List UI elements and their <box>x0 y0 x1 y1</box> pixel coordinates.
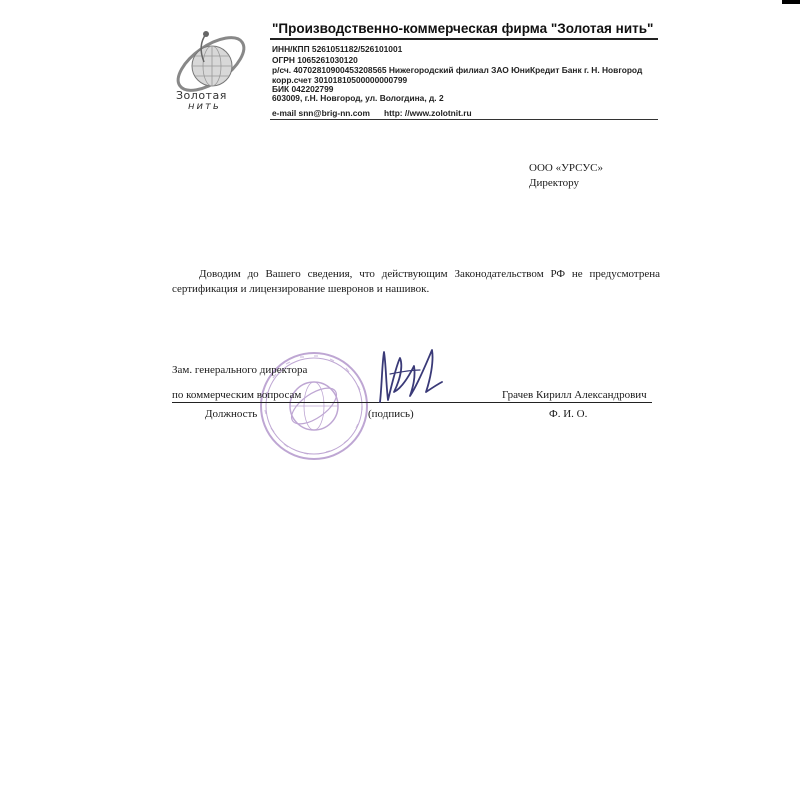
company-name: "Производственно-коммерческая фирма "Золотая нить" <box>272 21 654 36</box>
logo-text-zolotaya: Золотая <box>176 89 227 102</box>
header-rule <box>270 38 658 40</box>
recipient-title: Директору <box>529 177 579 189</box>
inn-kpp: ИНН/КПП 5261051182/526101001 <box>272 44 403 54</box>
ogrn: ОГРН 1065261030120 <box>272 55 358 65</box>
signer-name: Грачев Кирилл Александрович <box>502 389 647 401</box>
header-rule-bottom <box>270 119 658 120</box>
website: http: //www.zolotnit.ru <box>384 108 472 118</box>
corr-account: корр.счет 30101810500000000799 <box>272 75 408 85</box>
letter-body: Доводим до Вашего сведения, что действующим Законодательством РФ не предусмотрена сертификация и лицензирование шевронов и нашивок. <box>172 268 660 295</box>
signer-position-line1: Зам. генерального директора <box>172 364 308 376</box>
caption-fio: Ф. И. О. <box>549 408 588 420</box>
bik: БИК 042202799 <box>272 84 334 94</box>
caption-signature: (подпись) <box>368 408 414 420</box>
logo-text-nit: нить <box>188 101 221 112</box>
handwritten-signature-icon <box>370 344 446 406</box>
signer-position-line2: по коммерческим вопросам <box>172 389 302 401</box>
bank-account: р/сч. 40702810900453208565 Нижегородский филиал ЗАО ЮниКредит Банк г. Н. Новгород <box>272 65 643 75</box>
recipient-organization: ООО «УРСУС» <box>529 162 603 174</box>
address: 603009, г.Н. Новгород, ул. Вологдина, д. 2 <box>272 93 444 103</box>
email-contact: e-mail snn@brig-nn.com <box>272 108 370 118</box>
caption-position: Должность <box>205 408 258 420</box>
scan-corner-mark <box>782 0 800 4</box>
